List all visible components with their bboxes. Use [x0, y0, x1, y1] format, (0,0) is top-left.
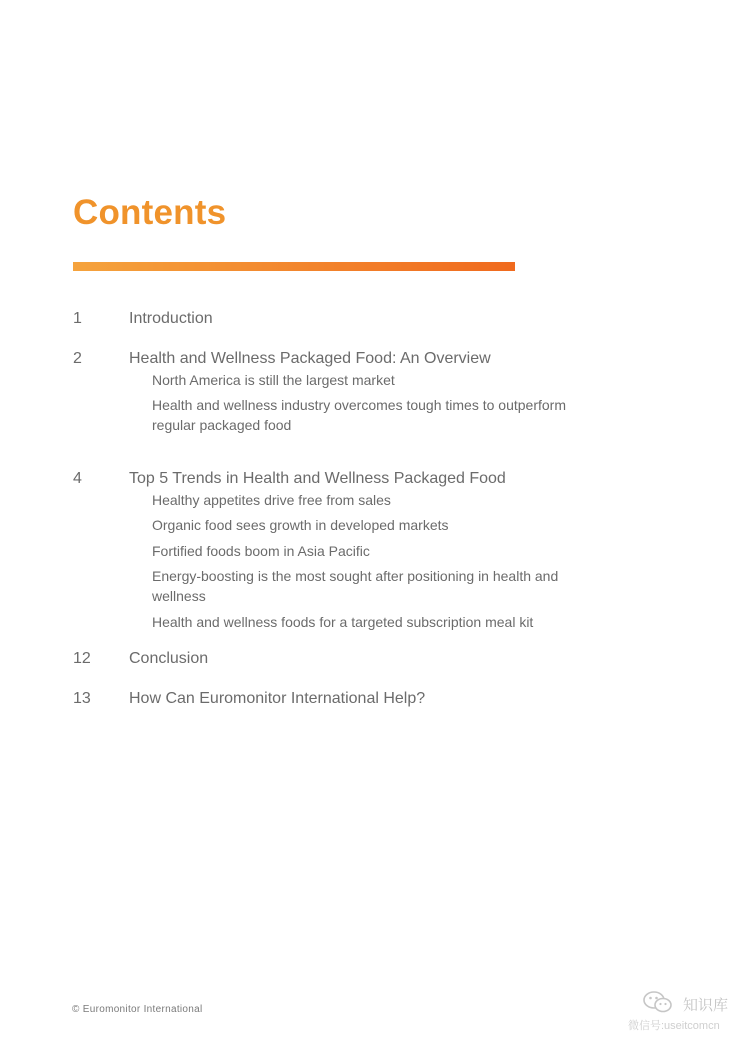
toc-page-number: 13	[73, 690, 91, 707]
toc-heading[interactable]: How Can Euromonitor International Help?	[129, 690, 426, 707]
watermark-account: 微信号:useitcomcn	[628, 1020, 720, 1032]
toc-subheading[interactable]: Fortified foods boom in Asia Pacific	[152, 543, 370, 559]
toc-subheading[interactable]: North America is still the largest market	[152, 372, 395, 388]
toc-page-number: 2	[73, 350, 82, 367]
toc-page-number: 4	[73, 470, 82, 487]
watermark	[628, 990, 734, 1034]
toc-subheading[interactable]: Health and wellness foods for a targeted subscription meal kit	[152, 614, 534, 630]
toc-subheading[interactable]: Organic food sees growth in developed markets	[152, 517, 449, 533]
watermark-name: 知识库	[683, 997, 729, 1014]
toc-heading[interactable]: Health and Wellness Packaged Food: An Overview	[129, 350, 491, 367]
toc-subheading[interactable]: Healthy appetites drive free from sales	[152, 492, 391, 508]
toc-heading[interactable]: Top 5 Trends in Health and Wellness Packaged Food	[129, 470, 506, 487]
toc-page-number: 12	[73, 650, 91, 667]
toc-heading[interactable]: Conclusion	[129, 650, 209, 667]
toc-subheading[interactable]: Energy-boosting is the most sought after positioning in health and wellness	[152, 568, 559, 604]
page-title: Contents	[73, 193, 227, 232]
wechat-icon	[642, 990, 674, 1014]
title-underline-bar	[73, 262, 515, 271]
toc-page-number: 1	[73, 310, 82, 327]
footer-copyright: © Euromonitor International	[72, 1004, 203, 1015]
toc-heading[interactable]: Introduction	[129, 310, 213, 327]
toc-subheading[interactable]: Health and wellness industry overcomes tough times to outperform regular packaged food	[152, 397, 566, 433]
